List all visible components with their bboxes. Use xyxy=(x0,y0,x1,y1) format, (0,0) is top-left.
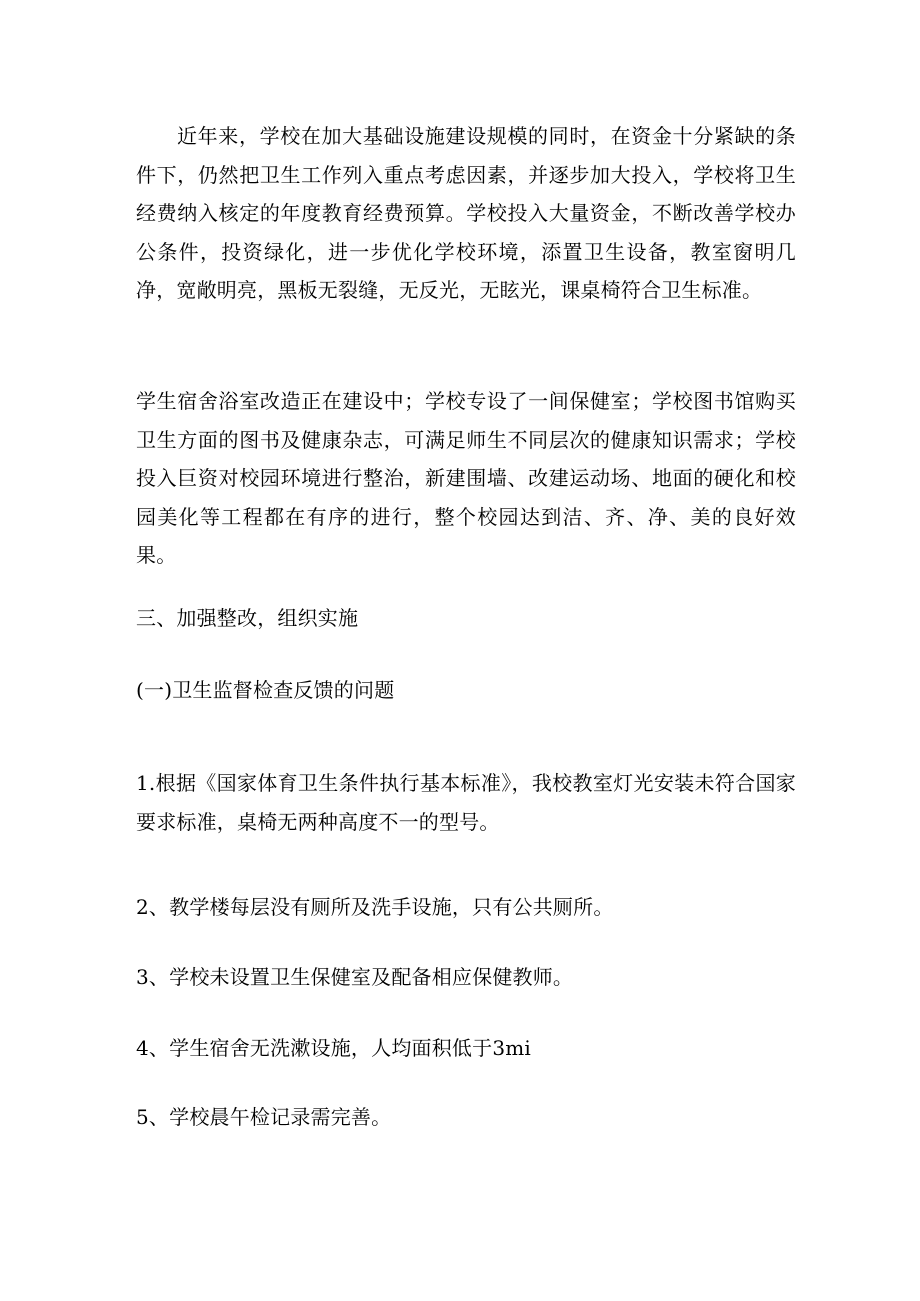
list-item: 2、教学楼每层没有厕所及洗手设施，只有公共厕所。 xyxy=(136,895,614,919)
section-heading: 三、加强整改，组织实施 xyxy=(136,606,359,630)
list-item: 3、学校未设置卫生保健室及配备相应保健教师。 xyxy=(136,965,574,989)
subsection-heading: (一)卫生监督检查反馈的问题 xyxy=(136,678,395,702)
list-item: 5、学校晨午检记录需完善。 xyxy=(136,1105,392,1129)
paragraph-intro: 近年来，学校在加大基础设施建设规模的同时，在资金十分紧缺的条件下，仍然把卫生工作列入重点考虑因素，并逐步加大投入，学校将卫生经费纳入核定的年度教育经费预算。学校投入大量资金，不断改善学校办公条件，投资绿化，进一步优化学校环境，添置卫生设备，教室窗明几净，宽敞明亮，黑板无裂缝，无反光，无眩光，课桌椅符合卫生标准。 xyxy=(136,124,796,302)
list-item: 1.根据《国家体育卫生条件执行基本标准》，我校教室灯光安装未符合国家要求标准，桌椅无两种高度不一的型号。 xyxy=(136,771,796,834)
list-item: 4、学生宿舍无洗漱设施，人均面积低于3mi xyxy=(136,1036,532,1060)
paragraph-dorm-facilities: 学生宿舍浴室改造正在建设中；学校专设了一间保健室；学校图书馆购买卫生方面的图书及健康杂志，可满足师生不同层次的健康知识需求；学校投入巨资对校园环境进行整治，新建围墙、改建运动场、地面的硬化和校园美化等工程都在有序的进行，整个校园达到洁、齐、净、美的良好效果。 xyxy=(136,389,796,567)
